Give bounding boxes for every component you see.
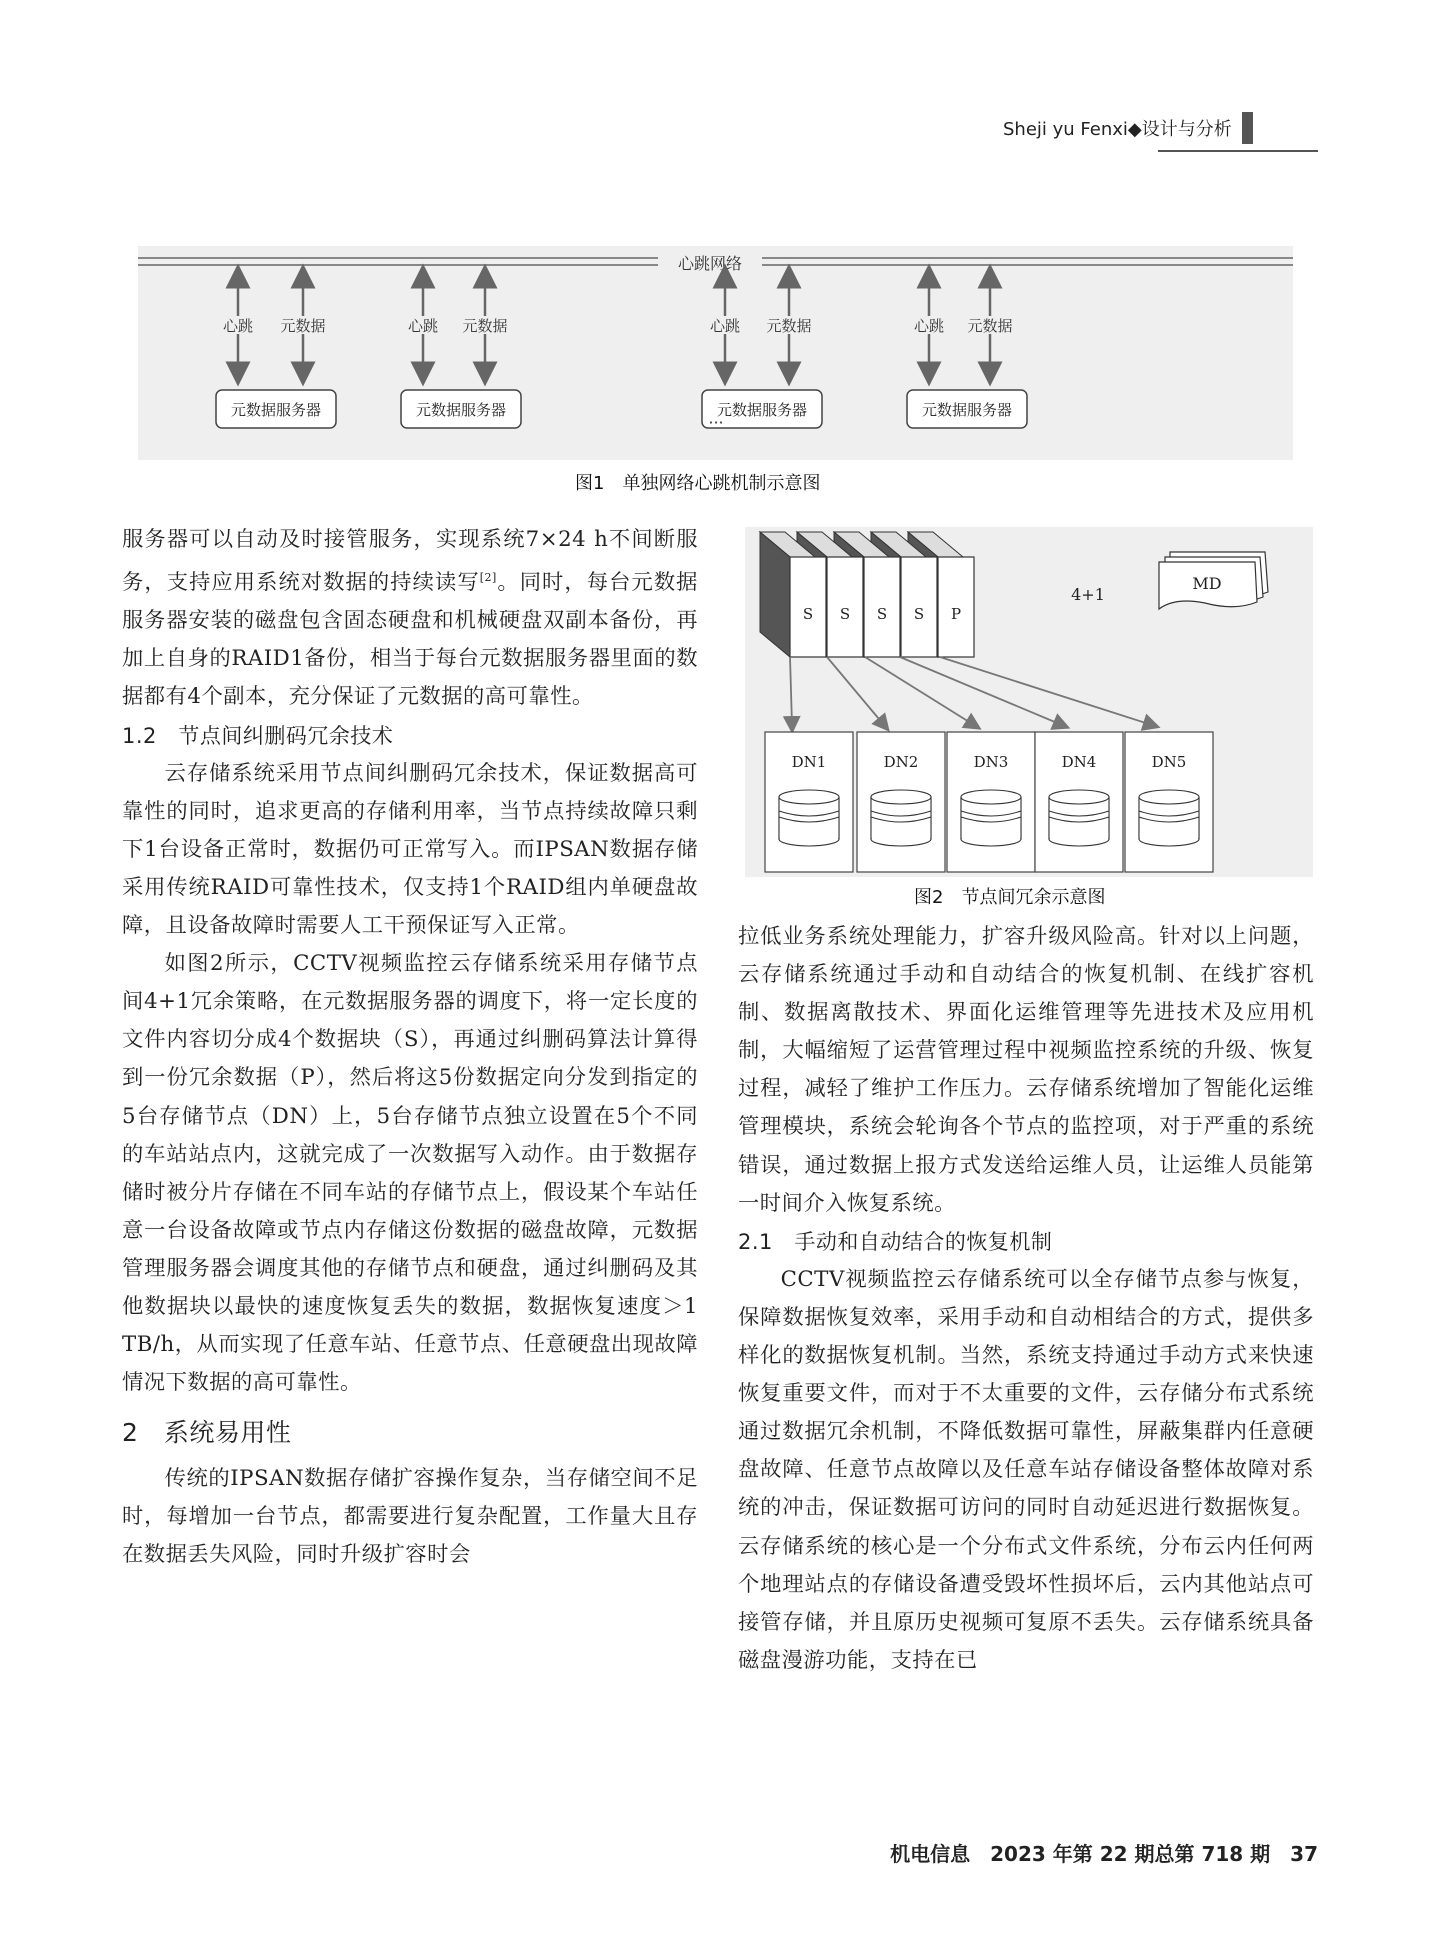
figure-1 xyxy=(138,246,1293,460)
figure-2-diagram xyxy=(745,527,1313,877)
header-bar xyxy=(1242,112,1253,144)
right-column xyxy=(738,918,1314,1680)
metadata-label: 元数据 xyxy=(462,317,508,335)
disk-cylinder-icon xyxy=(1139,790,1199,846)
left-paragraph-2: 云存储系统采用节点间纠删码冗余技术，保证数据高可靠性的同时，追求更高的存储利用率，当节点持续故障只剩下1台设备正常时，数据仍可正常写入。而IPSAN数据存储采用传统RAID可靠性技术，仅支持1个RAID组内单硬盘故障，且设备故障时需要人工干预保证写入正常。 xyxy=(122,760,698,939)
network-label: 心跳网络 xyxy=(677,254,743,273)
data-node-label: DN3 xyxy=(973,753,1009,771)
heartbeat-label: 心跳 xyxy=(913,317,945,335)
data-node-label: DN4 xyxy=(1061,753,1097,771)
distribution-arrow xyxy=(865,657,974,725)
figure-1-ellipsis: ··· xyxy=(708,413,724,432)
disk-label: S xyxy=(839,605,851,623)
header-text: Sheji yu Fenxi◆设计与分析 xyxy=(1003,119,1232,140)
metadata-server-label: 元数据服务器 xyxy=(230,401,322,419)
running-header xyxy=(1003,112,1253,144)
disk-label: S xyxy=(876,605,888,623)
distribution-arrow xyxy=(940,657,1152,725)
disk-label: S xyxy=(913,605,925,623)
right-paragraph-1: 拉低业务系统处理能力，扩容升级风险高。针对以上问题，云存储系统通过手动和自动结合的恢复机制、在线扩容机制、数据离散技术、界面化运维管理等先进技术及应用机制，大幅缩短了运营管理过程中视频监控系统的升级、恢复过程，减轻了维护工作压力。云存储系统增加了智能化运维管理模块，系统会轮询各个节点的监控项，对于严重的系统错误，通过数据上报方式发送给运维人员，让运维人员能第一时间介入恢复系统。 xyxy=(738,924,1314,1216)
header-rule xyxy=(1158,150,1318,152)
figure-2 xyxy=(745,527,1313,877)
right-paragraph-2: CCTV视频监控云存储系统可以全存储节点参与恢复，保障数据恢复效率，采用手动和自动相结合的方式，提供多样化的数据恢复机制。当然，系统支持通过手动方式来快速恢复重要文件，而对于不太重要的文件，云存储分布式系统通过数据冗余机制，不降低数据可靠性，屏蔽集群内任意硬盘故障、任意节点故障以及任意车站存储设备整体故障对系统的冲击，保证数据可访问的同时自动延迟进行数据恢复。云存储系统的核心是一个分布式文件系统，分布云内任何两个地理站点的存储设备遭受毁坏性损坏后，云内其他站点可接管存储，并且原历史视频可复原不丢失。云存储系统具备磁盘漫游功能，支持在已 xyxy=(738,1266,1314,1673)
metadata-label: 元数据 xyxy=(280,317,326,335)
distribution-arrow xyxy=(790,657,792,725)
disk-cylinder-icon xyxy=(961,790,1021,846)
section-heading-1-2: 1.2 节点间纠删码冗余技术 xyxy=(122,723,394,748)
metadata-label: 元数据 xyxy=(766,317,812,335)
disk-label: P xyxy=(950,605,962,623)
page-footer: 机电信息 2023 年第 22 期总第 718 期 37 xyxy=(890,1842,1318,1866)
metadata-label: 元数据 xyxy=(967,317,1013,335)
section-heading-2-1: 2.1 手动和自动结合的恢复机制 xyxy=(738,1229,1053,1254)
disk-label: S xyxy=(802,605,814,623)
disk-cylinder-icon xyxy=(871,790,931,846)
md-label: MD xyxy=(1192,574,1222,593)
figure-1-diagram xyxy=(138,246,1293,460)
left-paragraph-3: 如图2所示，CCTV视频监控云存储系统采用存储节点间4+1冗余策略，在元数据服务器的调度下，将一定长度的文件内容切分成4个数据块（S），再通过纠删码算法计算得到一份冗余数据（P），然后将这5份数据定向分发到指定的5台存储节点（DN）上，5台存储节点独立设置在5个不同的车站站点内，这就完成了一次数据写入动作。由于数据存储时被分片存储在不同车站的存储节点上，假设某个车站任意一台设备故障或节点内存储这份数据的磁盘故障，元数据管理服务器会调度其他的存储节点和硬盘，通过纠删码及其他数据块以最快的速度恢复丢失的数据，数据恢复速度＞1 TB/h，从而实现了任意车站、任意节点、任意硬盘出现故障情况下数据的高可靠性。 xyxy=(122,951,698,1396)
left-p1-end: 。同时，每台元数据服务器安装的磁盘包含固态硬盘和机械硬盘双副本备份，再加上自身的RAID1备份，相当于每台元数据服务器里面的数据都有4个副本，充分保证了元数据的高可靠性。 xyxy=(122,570,698,710)
heartbeat-label: 心跳 xyxy=(709,317,741,335)
distribution-arrow xyxy=(900,657,1062,725)
data-node-label: DN1 xyxy=(791,753,827,771)
heartbeat-label: 心跳 xyxy=(222,317,254,335)
left-paragraph-1 xyxy=(122,521,698,717)
metadata-server-label: 元数据服务器 xyxy=(415,401,507,419)
disk-cylinder-icon xyxy=(779,790,839,846)
figure-1-caption: 图1 单独网络心跳机制示意图 xyxy=(575,473,821,494)
section-heading-2: 2 系统易用性 xyxy=(122,1418,292,1448)
reference-mark: [2] xyxy=(479,571,497,585)
left-column xyxy=(122,521,698,1575)
distribution-arrow xyxy=(827,657,884,725)
redundancy-ratio-label: 4+1 xyxy=(1071,585,1105,604)
heartbeat-label: 心跳 xyxy=(407,317,439,335)
left-p1-text: 服务器可以自动及时接管服务，实现系统7×24 h不间断服务，支持应用系统对数据的持续读写 xyxy=(122,527,698,596)
figure-2-caption: 图2 节点间冗余示意图 xyxy=(914,887,1106,908)
disk-cylinder-icon xyxy=(1049,790,1109,846)
data-node-label: DN2 xyxy=(883,753,919,771)
metadata-server-label: 元数据服务器 xyxy=(716,401,808,419)
data-node-label: DN5 xyxy=(1151,753,1187,771)
left-paragraph-4: 传统的IPSAN数据存储扩容操作复杂，当存储空间不足时，每增加一台节点，都需要进行复杂配置，工作量大且存在数据丢失风险，同时升级扩容时会 xyxy=(122,1466,698,1568)
metadata-server-label: 元数据服务器 xyxy=(921,401,1013,419)
md-document-icon xyxy=(1159,552,1268,609)
